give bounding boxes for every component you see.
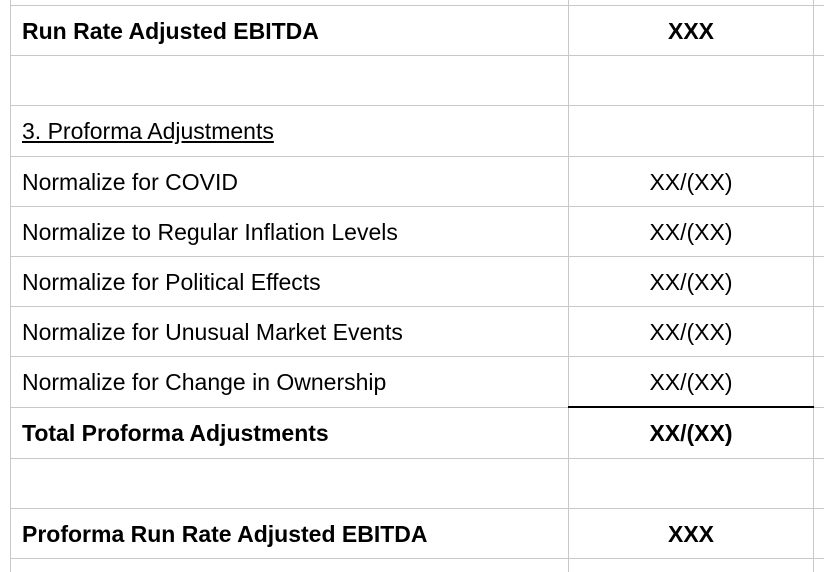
cell-value[interactable]: XX/(XX)	[649, 369, 733, 395]
cell-value[interactable]: XXX	[667, 18, 715, 44]
cell-label[interactable]: Run Rate Adjusted EBITDA	[22, 18, 319, 44]
table-row-inflation	[10, 207, 814, 257]
cell-value[interactable]: XX/(XX)	[649, 319, 733, 345]
table-row-section-header	[10, 106, 814, 156]
table-row-political	[10, 257, 814, 307]
cell-label[interactable]: Normalize to Regular Inflation Levels	[22, 219, 398, 245]
cell-label[interactable]: Total Proforma Adjustments	[22, 420, 329, 446]
cell-value[interactable]: XX/(XX)	[649, 269, 733, 295]
cell-label[interactable]: Normalize for Change in Ownership	[22, 369, 387, 395]
cell-value[interactable]	[568, 459, 814, 509]
cell-label[interactable]: Normalize for Political Effects	[22, 269, 321, 295]
table-row-run-rate-adjusted-ebitda	[10, 6, 814, 56]
cell-label[interactable]: Proforma Run Rate Adjusted EBITDA	[22, 521, 428, 547]
cell-value[interactable]: XX/(XX)	[649, 169, 733, 195]
cell-value[interactable]: XX/(XX)	[649, 420, 733, 446]
table-row-ownership	[10, 357, 814, 407]
table-row-blank	[10, 56, 814, 106]
table-row-covid	[10, 157, 814, 207]
cell-value[interactable]: XXX	[667, 521, 715, 547]
table-row-blank	[10, 459, 814, 509]
table-row-total	[10, 408, 814, 458]
table-row-proforma-ebitda	[10, 509, 814, 559]
cell-value[interactable]: XX/(XX)	[649, 219, 733, 245]
cell-label[interactable]: Normalize for COVID	[22, 169, 238, 195]
cell-value[interactable]	[568, 56, 814, 106]
table-row-market-events	[10, 307, 814, 357]
cell-label[interactable]: Normalize for Unusual Market Events	[22, 319, 403, 345]
cell-value[interactable]	[568, 106, 814, 156]
section-heading[interactable]: 3. Proforma Adjustments	[22, 118, 274, 144]
